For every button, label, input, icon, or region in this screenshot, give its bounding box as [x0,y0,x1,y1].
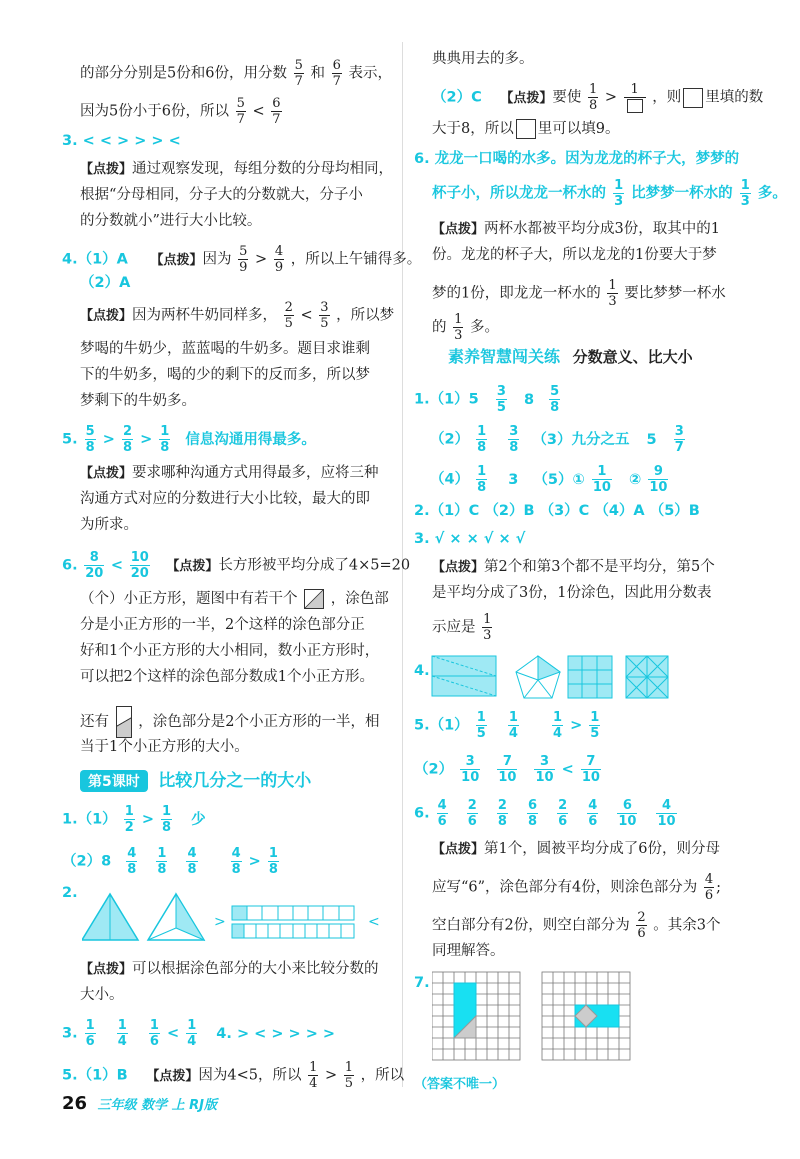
footer [62,1093,217,1114]
text: 下的牛奶多，喝的少的剩下的反而多，所以梦 [80,367,370,383]
l5-answer-1-2: （2）8 $\frac{4}{8}$ $\frac{1}{8}$ $\frac{4}{8}$ $\frac{4}{8}$ > $\frac{1}{8}$ [62,846,278,877]
lesson-title: 比较几分之一的大小 [158,771,312,791]
answer-5: 5. $\frac{5}{8}$ > $\frac{2}{8}$ > $\frac{1}{8}$ 信息沟通用得最多。 [62,424,316,455]
footer-brand: 三年级 数学 上 RJ版 [97,1098,217,1113]
answer-4: 4.（1）A 【点拨】因为 $\frac{5}{9}$ > $\frac{4}{9}$ ，所以上午铺得多。 [62,244,422,275]
text: 分是小正方形的一半，2个这样的涂色部分正 [80,617,365,633]
line [80,58,392,89]
text: 为所求。 [80,517,138,533]
text: 示应是 $\frac{1}{3}$ [432,612,492,643]
tip-l5-2: 【点拨】可以根据涂色部分的大小来比较分数的 [80,961,379,977]
s-answer-1-2: （2） $\frac{1}{8}$ $\frac{3}{8}$ （3）九分之五 5 $\frac{3}{7}$ [430,424,684,455]
grid-figures [432,968,692,1068]
tip-3: 【点拨】通过观察发现，每组分数的分母均相同， [80,161,394,177]
text: 空白部分有2份，则空白部分为 $\frac{2}{6}$ 。其余3个 [432,910,721,941]
text: 应写“6”，涂色部分有4份，则涂色部分为 $\frac{4}{6}$ ; [432,872,722,903]
lt-sign: < [368,914,380,930]
half-rect-icon [116,706,132,738]
text: 和 [310,65,325,82]
text: 好和1个小正方形的大小相同，数小正方形时， [80,643,380,659]
text: 梦剩下的牛奶多。 [80,393,196,409]
text: 表示， [348,65,392,82]
text: 当于1个小正方形的大小。 [80,739,249,755]
s-answer-4: 4. [414,663,430,679]
text: 的 $\frac{1}{3}$ 多。 [432,312,499,343]
s-answer-6: 6. $\frac{4}{6}$ $\frac{2}{6}$ $\frac{2}{8}$ $\frac{6}{8}$ $\frac{2}{6}$ $\frac{4}{6}$ $\frac{6}{10}$ $\frac{4}{10}$ [414,798,676,829]
fraction: $\frac{6}{7}$ [332,58,341,89]
answer-r6-2: 杯子小，所以龙龙一杯水的 $\frac{1}{3}$ 比梦梦一杯水的 $\frac{1}{3}$ 多。 [432,178,787,209]
tip-5: 【点拨】要求哪种沟通方式用得最多，应将三种 [80,465,379,481]
answer-r6: 6. 龙龙一口喝的水多。因为龙龙的杯子大，梦梦的 [414,151,740,167]
answer-r2: （2）C 【点拨】要使 $\frac{1}{8}$ > 1 ，则 里填的数 [432,82,764,113]
gt-sign: > [214,914,226,930]
half-square-icon [304,589,324,609]
text: （个）小正方形，题图中有若干个 ，涂色部 [80,591,389,607]
text: 同理解答。 [432,943,505,959]
text: 的分数就小”进行大小比较。 [80,213,262,229]
blank-box [516,119,536,139]
answer-3: 3. < < > > > < [62,133,181,149]
text: 梦喝的牛奶少，蓝蓝喝的牛奶多。题目求谁剩 [80,341,370,357]
text: 可以把2个这样的涂色部分数成1个小正方形。 [80,669,374,685]
fraction: $\frac{5}{7}$ [294,58,303,89]
s-answer-3: 3. √ × × √ × √ [414,531,526,547]
blank-box [683,88,703,108]
shape-figures [430,652,692,702]
tip-4: 【点拨】因为两杯牛奶同样多， $\frac{2}{5}$ < $\frac{3}{5}$ ，所以梦 [80,300,395,331]
s-answer-2: 2.（1）C （2）B （3）C （4）A （5）B [414,503,700,519]
answer-6: 6. $\frac{8}{20}$ < $\frac{10}{20}$ 【点拨】长方形被平均分成了4×5=20 [62,550,411,581]
text: 份。龙龙的杯子大，所以龙龙的1份要大于梦 [432,247,717,263]
l5-answer-5: 5.（1）B 【点拨】因为4<5，所以 $\frac{1}{4}$ > $\frac{1}{5}$ ，所以 [62,1060,405,1091]
text: 的部分分别是5份和6份，用分数 [80,65,287,82]
text: 根据“分母相同，分子大的分数就大，分子小 [80,187,363,203]
tip-s3: 【点拨】第2个和第3个都不是平均分，第5个 [432,559,715,575]
grid-square-figure [568,656,612,698]
text: 大小。 [80,987,124,1003]
l5-answer-1: 1.（1） $\frac{1}{2}$ > $\frac{1}{8}$ 少 [62,804,206,835]
l5-answer-3-4: 3. $\frac{1}{6}$ $\frac{1}{4}$ $\frac{1}{6}$ < $\frac{1}{4}$ 4. > < > > > > [62,1018,336,1049]
s-answer-5: 5.（1） $\frac{1}{5}$ $\frac{1}{4}$ $\frac{1}{4}$ > $\frac{1}{5}$ [414,710,600,741]
s-answer-5-2: （2） $\frac{3}{10}$ $\frac{7}{10}$ $\frac{3}{10}$ < $\frac{7}{10}$ [414,754,600,785]
text: 大于8，所以 里可以填9。 [432,121,620,137]
l5-answer-2: 2. [62,885,78,901]
blank-box [627,99,643,113]
text: 典典用去的多。 [432,51,534,67]
lesson-tag: 第5课时 [80,770,148,792]
text: 是平均分成了3份，1份涂色，因此用分数表 [432,585,712,601]
section-header: 素养智慧闯关练 分数意义、比大小 [448,347,693,366]
s-answer-7: 7. [414,975,430,991]
s-answer-1-4: （4） $\frac{1}{8}$ 3 （5）① $\frac{1}{10}$ ② $\frac{9}{10}$ [430,464,668,495]
s-answer-1: 1.（1）5 $\frac{3}{5}$ 8 $\frac{5}{8}$ [414,384,560,415]
answer-4-2: （2）A [80,275,131,291]
tip-r6: 【点拨】两杯水都被平均分成3份，取其中的1 [432,221,720,237]
triangle-figures [82,892,392,944]
text: 还有 ，涂色部分是2个小正方形的一半，相 [80,706,379,738]
text: 梦的1份，即龙龙一杯水的 $\frac{1}{3}$ 要比梦梦一杯水 [432,278,726,309]
page-number: 26 [62,1093,88,1114]
lesson-header [80,766,311,792]
note: （答案不唯一） [414,1077,506,1092]
text: 沟通方式对应的分数进行大小比较，最大的即 [80,491,370,507]
tip-s6: 【点拨】第1个，圆被平均分成了6份，则分母 [432,841,720,857]
line: 因为5份小于6份，所以 $\frac{5}{7}$ < $\frac{6}{7}$ [80,96,281,127]
